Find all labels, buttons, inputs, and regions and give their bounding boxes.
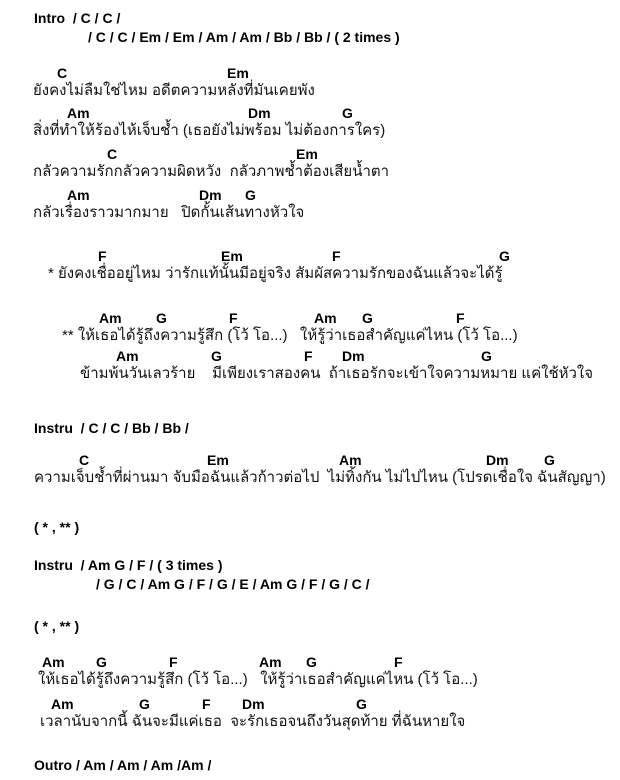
chord-line xyxy=(0,65,620,81)
chord: C xyxy=(79,452,90,468)
chord: G xyxy=(245,187,256,203)
chord: Am xyxy=(314,310,337,326)
chord: F xyxy=(98,248,107,264)
lyric-line: เวลานับจากนี้ ฉันจะมีแค่เธอ จะรักเธอจนถึงวันสุดท้าย ที่ฉันหายใจ xyxy=(40,713,466,730)
chord: G xyxy=(544,452,555,468)
chord-line xyxy=(0,248,620,264)
chord: Dm xyxy=(486,452,509,468)
chord: F xyxy=(394,654,403,670)
chord-line xyxy=(0,105,620,121)
chord: G xyxy=(362,310,373,326)
chord-line xyxy=(0,187,620,203)
chord: Dm xyxy=(199,187,222,203)
chord: G xyxy=(499,248,510,264)
chord: C xyxy=(107,146,118,162)
chord: Am xyxy=(51,696,74,712)
lyric-line: สิ่งที่ทำให้ร้องไห้เจ็บช้ำ (เธอยังไม่พร้อม ไม่ต้องการใคร) xyxy=(33,122,386,139)
chord: F xyxy=(304,348,313,364)
chord: Am xyxy=(67,187,90,203)
lyric-line: ความเจ็บช้ำที่ผ่านมา จับมือฉันแล้วก้าวต่อไป ไม่ทิ้งกัน ไม่ไปไหน (โปรดเชื่อใจ ฉันสัญญา) xyxy=(34,469,606,486)
lyric-line: ให้เธอได้รู้ถึงความรู้สึก (โว้ โอ...) ให้รู้ว่าเธอสำคัญแค่ไหน (โว้ โอ...) xyxy=(38,671,478,688)
chord: G xyxy=(481,348,492,364)
chord: Am xyxy=(259,654,282,670)
chord: G xyxy=(211,348,222,364)
chord: G xyxy=(96,654,107,670)
chord: F xyxy=(332,248,341,264)
chord: Em xyxy=(227,65,249,81)
chord: G xyxy=(139,696,150,712)
chord: Am xyxy=(116,348,139,364)
chord-line xyxy=(0,452,620,468)
chord: C xyxy=(57,65,68,81)
lyric-line: กลัวความรักกลัวความผิดหวัง กลัวภาพช้ำต้องเสียน้ำตา xyxy=(33,163,390,180)
chord: F xyxy=(229,310,238,326)
chord-line xyxy=(0,696,620,712)
section-label: Intro / C / C / xyxy=(34,10,121,26)
chord: Em xyxy=(296,146,318,162)
chord: Em xyxy=(207,452,229,468)
chord: F xyxy=(456,310,465,326)
section-label: ( * , ** ) xyxy=(34,519,80,535)
chord: Am xyxy=(42,654,65,670)
chord: Am xyxy=(339,452,362,468)
lyric-line: * ยังคงเชื่ออยู่ไหม ว่ารักแท้นั้นมีอยู่จริง สัมผัสความรักของฉันแล้วจะได้รู้ xyxy=(48,265,503,282)
chord-line xyxy=(0,348,620,364)
section-label: / C / C / Em / Em / Am / Am / Bb / Bb / ( 2 times ) xyxy=(88,29,400,45)
lyric-line: ข้ามพ้นวันเลวร้าย มีเพียงเราสองคน ถ้าเธอรักจะเข้าใจความหมาย แค่ใช้หัวใจ xyxy=(80,365,594,382)
chord: Dm xyxy=(248,105,271,121)
chord: Am xyxy=(99,310,122,326)
chord-line xyxy=(0,310,620,326)
lyric-line: ** ให้เธอได้รู้ถึงความรู้สึก (โว้ โอ...) ให้รู้ว่าเธอสำคัญแค่ไหน (โว้ โอ...) xyxy=(62,327,518,344)
lyric-line: กลัวเรื่องราวมากมาย ปิดกั้นเส้นทางหัวใจ xyxy=(33,204,305,221)
chord: Em xyxy=(221,248,243,264)
section-label: Outro / Am / Am / Am /Am / xyxy=(34,757,212,773)
chord: Am xyxy=(67,105,90,121)
chord: F xyxy=(202,696,211,712)
chord: G xyxy=(342,105,353,121)
chord-line xyxy=(0,654,620,670)
lyric-line: ยังคงไม่ลืมใช่ไหม อดีตความหลังที่มันเคยพัง xyxy=(33,82,315,99)
chord: G xyxy=(356,696,367,712)
chord: G xyxy=(306,654,317,670)
chord: G xyxy=(156,310,167,326)
chord: F xyxy=(169,654,178,670)
chord: Dm xyxy=(342,348,365,364)
section-label: / G / C / Am G / F / G / E / Am G / F / G / C / xyxy=(96,576,370,592)
chord-line xyxy=(0,146,620,162)
section-label: Instru / Am G / F / ( 3 times ) xyxy=(34,557,223,573)
section-label: ( * , ** ) xyxy=(34,618,80,634)
chord: Dm xyxy=(242,696,265,712)
section-label: Instru / C / C / Bb / Bb / xyxy=(34,420,189,436)
